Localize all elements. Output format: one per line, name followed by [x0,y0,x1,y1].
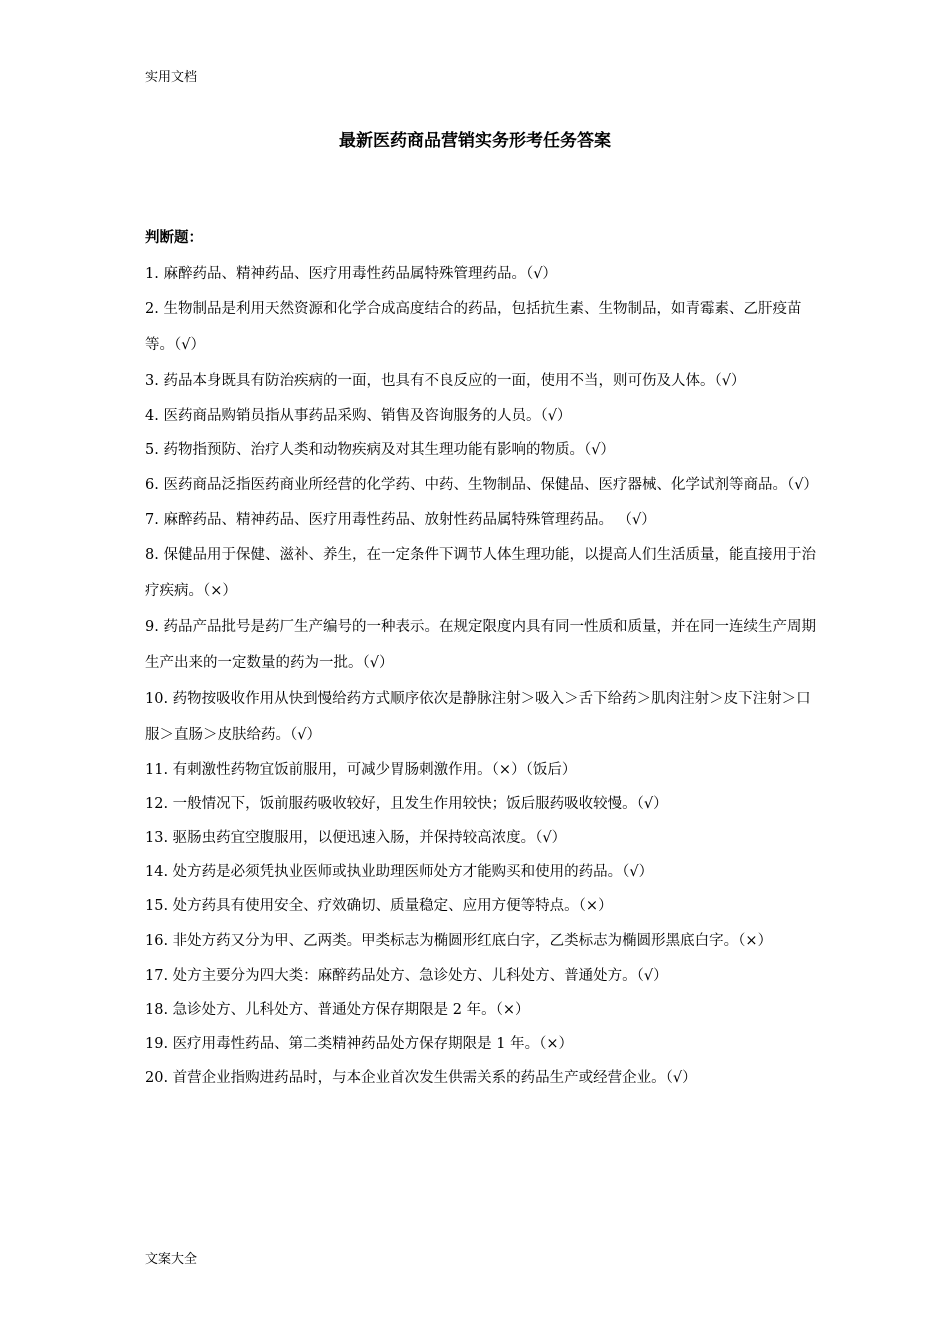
page-header: 实用文档 [145,70,198,85]
question-item: 14. 处方药是必须凭执业医师或执业助理医师处方才能购买和使用的药品。（√） [145,864,654,880]
question-item: 10. 药物按吸收作用从快到慢给药方式顺序依次是静脉注射＞吸入＞舌下给药＞肌肉注射＞皮下注射＞口服＞直肠＞皮肤给药。（√） [145,691,811,743]
question-item: 18. 急诊处方、儿科处方、普通处方保存期限是 2 年。（×） [145,1002,530,1018]
page-footer: 文案大全 [145,1252,198,1267]
section-heading: 判断题： [145,229,203,246]
question-item: 11. 有刺激性药物宜饭前服用，可减少胃肠刺激作用。（×）（饭后） [145,762,577,778]
document-title: 最新医药商品营销实务形考任务答案 [339,131,611,151]
question-item: 5. 药物指预防、治疗人类和动物疾病及对其生理功能有影响的物质。（√） [145,442,615,458]
question-item: 20. 首营企业指购进药品时，与本企业首次发生供需关系的药品生产或经营企业。（√） [145,1070,697,1086]
question-item: 1. 麻醉药品、精神药品、医疗用毒性药品属特殊管理药品。（√） [145,266,557,282]
question-item: 2. 生物制品是利用天然资源和化学合成高度结合的药品，包括抗生素、生物制品，如青霉素、乙肝疫苗等。（√） [145,301,802,353]
question-item: 17. 处方主要分为四大类：麻醉药品处方、急诊处方、儿科处方、普通处方。（√） [145,968,668,984]
question-list [145,257,825,1095]
question-item: 12. 一般情况下，饭前服药吸收较好，且发生作用较快；饭后服药吸收较慢。（√） [145,796,668,812]
question-item: 4. 医药商品购销员指从事药品采购、销售及咨询服务的人员。（√） [145,408,572,424]
question-item: 16. 非处方药又分为甲、乙两类。甲类标志为椭圆形红底白字，乙类标志为椭圆形黑底白字。（×） [145,933,773,949]
question-item: 13. 驱肠虫药宜空腹服用，以便迅速入肠，并保持较高浓度。（√） [145,830,567,846]
question-item: 19. 医疗用毒性药品、第二类精神药品处方保存期限是 1 年。（×） [145,1036,574,1052]
question-item: 6. 医药商品泛指医药商业所经营的化学药、中药、生物制品、保健品、医疗器械、化学试剂等商品。（√） [145,477,818,493]
question-item: 9. 药品产品批号是药厂生产编号的一种表示。在规定限度内具有同一性质和质量，并在同一连续生产周期生产出来的一定数量的药为一批。（√） [145,619,816,671]
question-item: 3. 药品本身既具有防治疾病的一面，也具有不良反应的一面，使用不当，则可伤及人体。（√） [145,373,746,389]
question-item: 7. 麻醉药品、精神药品、医疗用毒性药品、放射性药品属特殊管理药品。 （√） [145,512,656,528]
question-item: 8. 保健品用于保健、滋补、养生，在一定条件下调节人体生理功能，以提高人们生活质量，能直接用于治疗疾病。（×） [145,547,816,599]
question-item: 15. 处方药具有使用安全、疗效确切、质量稳定、应用方便等特点。（×） [145,898,613,914]
